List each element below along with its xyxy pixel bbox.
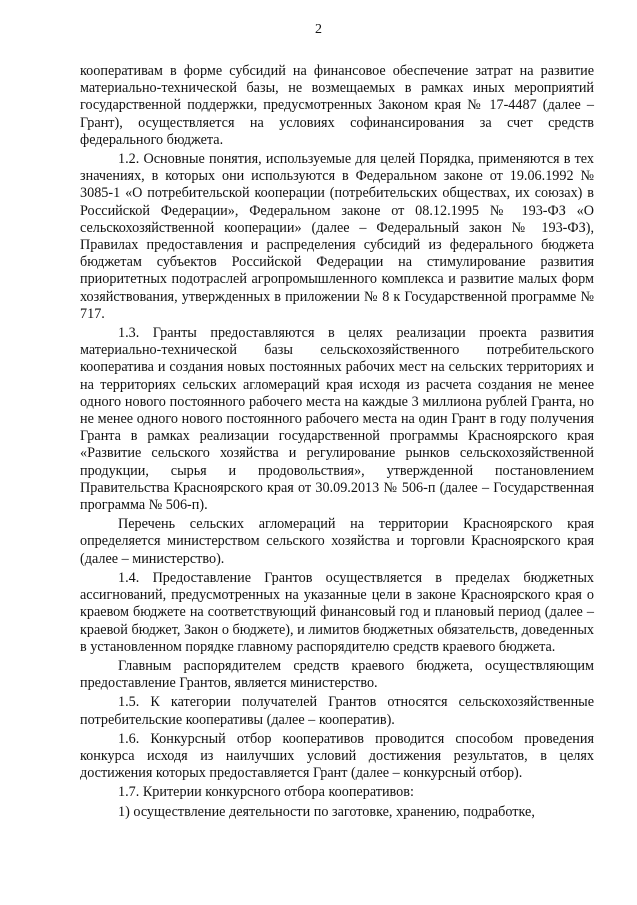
- paragraph-1-3: 1.3. Гранты предоставляются в целях реализации проекта развития материально-технической базы сельскохозяйственного потребительского кооператива и создания новых постоянных рабочих мест на сельских территориях и на территориях сельских агломераций края исходя из расчета создания не менее одного нового постоянного рабочего места на каждые 3 миллиона рублей Гранта, но не менее одного нового постоянного рабочего места на один Грант в году получения Гранта в рамках реализации государственной программы Красноярского края «Развитие сельского хозяйства и регулирование рынков сельскохозяйственной продукции, сырья и продовольствия», утвержденной постановлением Правительства Красноярского края от 30.09.2013 № 506-п (далее – Государственная программа № 506-п).: [80, 325, 594, 514]
- paragraph-criterion-1: 1) осуществление деятельности по заготовке, хранению, подработке,: [118, 803, 535, 820]
- paragraph-1-7: 1.7. Критерии конкурсного отбора кооперативов:: [118, 784, 414, 801]
- paragraph-1-5: 1.5. К категории получателей Грантов относятся сельскохозяйственные потребительские кооперативы (далее – кооператив).: [80, 694, 594, 728]
- document-body: [80, 63, 594, 823]
- paragraph-1-2: 1.2. Основные понятия, используемые для целей Порядка, применяются в тех значениях, в которых они используются в Федеральном законе от 19.06.1992 № 3085-1 «О потребительской кооперации (потребительских обществах, их союзах) в Российской Федерации», Федеральном законе от 08.12.1995 № 193-ФЗ «О сельскохозяйственной кооперации» (далее – Федеральный закон № 193-ФЗ), Правилах предоставления и распределения субсидий из федерального бюджета бюджетам субъектов Российской Федерации на стимулирование развития приоритетных подотраслей агропромышленного комплекса и развитие малых форм хозяйствования, утвержденных в приложении № 8 к Государственной программе № 717.: [80, 151, 594, 322]
- paragraph-main-administrator: Главным распорядителем средств краевого бюджета, осуществляющим предоставление Грантов, является министерство.: [80, 657, 594, 692]
- paragraph-1-6: 1.6. Конкурсный отбор кооперативов проводится способом проведения конкурса исходя из наилучших условий достижения результатов, в целях достижения которых предоставляется Грант (далее – конкурсный отбор).: [80, 730, 594, 782]
- paragraph-agglomerations: Перечень сельских агломераций на территории Красноярского края определяется министерством сельского хозяйства и торговли Красноярского края (далее – министерство).: [80, 516, 594, 567]
- paragraph-grant-definition: кооперативам в форме субсидий на финансовое обеспечение затрат на развитие материально-технической базы, не возмещаемых в рамках иных мероприятий государственной поддержки, предусмотренных Законом края № 17-4487 (далее – Грант), осуществляется на условиях софинансирования за счет средств федерального бюджета.: [80, 63, 594, 148]
- page-number: 2: [315, 22, 322, 37]
- paragraph-1-4: 1.4. Предоставление Грантов осуществляется в пределах бюджетных ассигнований, предусмотренных на указанные цели в законе Красноярского края о краевом бюджете на соответствующий финансовый год и плановый период (далее – краевой бюджет, Закон о бюджете), и лимитов бюджетных обязательств, доведенных в установленном порядке главному распорядителю средств краевого бюджета.: [80, 569, 594, 655]
